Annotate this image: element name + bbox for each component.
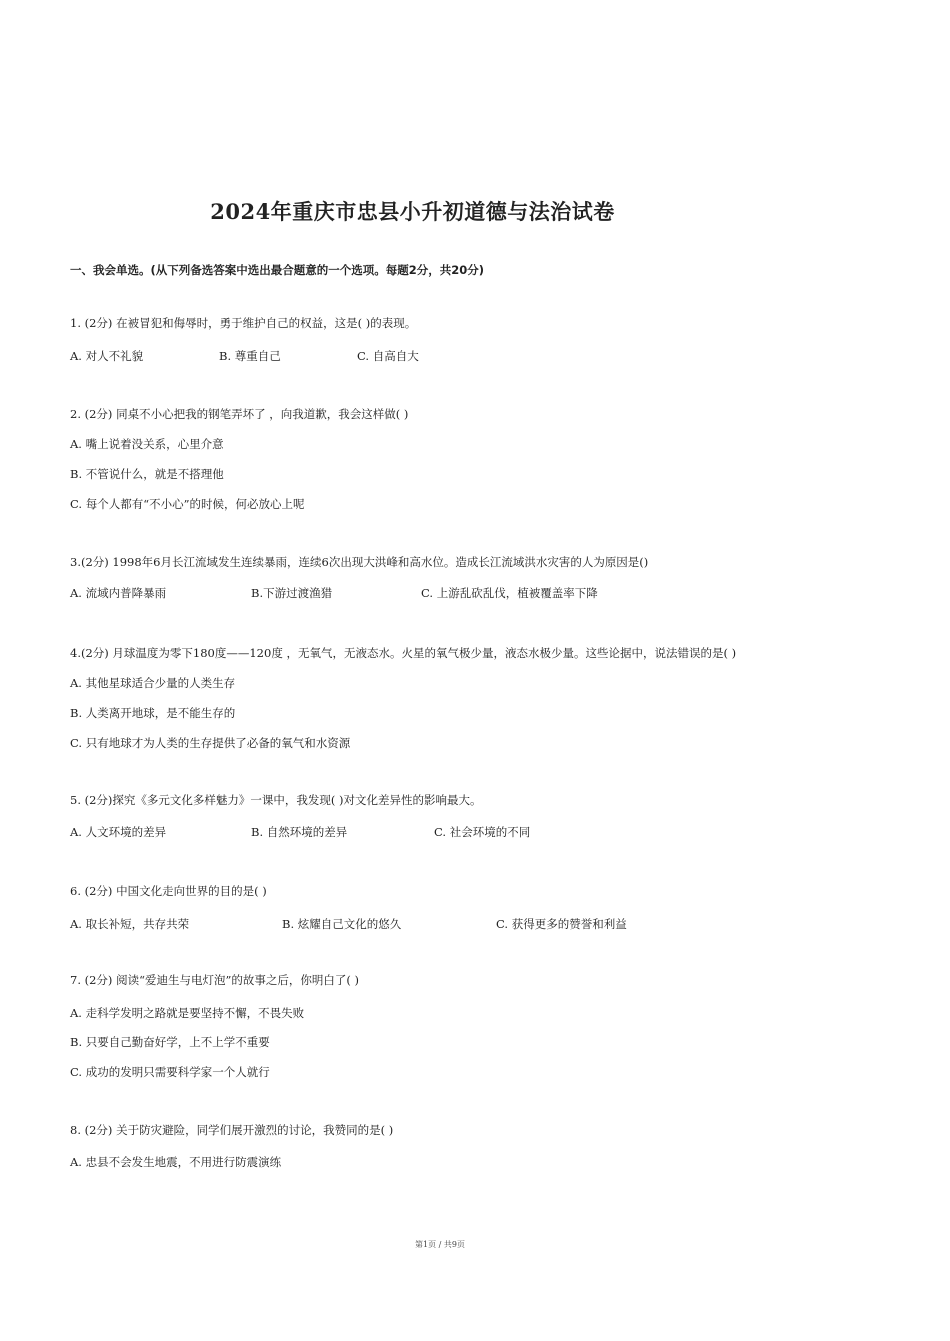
- option-c: C. 每个人都有“不小心”的时候，何必放心上呢: [70, 497, 305, 511]
- option-a: A. 流域内普降暴雨: [70, 586, 167, 600]
- option-b: B. 人类离开地球，是不能生存的: [70, 706, 236, 720]
- question-stem: 4.(2分) 月球温度为零下180度——120度 ，无氧气，无液态水。火星的氧气极少量，液态水极少量。这些论据中，说法错误的是( ): [70, 646, 737, 660]
- page-number: 第1页 / 共9页: [415, 1240, 465, 1249]
- option-a: A. 忠县不会发生地震，不用进行防震演练: [70, 1155, 282, 1169]
- option-c: C. 成功的发明只需要科学家一个人就行: [70, 1065, 270, 1079]
- option-a: A. 对人不礼貌: [70, 349, 144, 363]
- question-stem: 2. (2分) 同桌不小心把我的钢笔弄坏了 ，向我道歉，我会这样做( ): [70, 407, 409, 421]
- question-stem: 5. (2分)探究《多元文化多样魅力》一课中，我发现( )对文化差异性的影响最大。: [70, 793, 482, 807]
- question-stem: 8. (2分) 关于防灾避险，同学们展开激烈的讨论，我赞同的是( ): [70, 1123, 394, 1137]
- option-b: B. 炫耀自己文化的悠久: [282, 917, 402, 931]
- option-a: A. 取长补短，共存共荣: [70, 917, 190, 931]
- question-stem: 1. (2分) 在被冒犯和侮辱时，勇于维护自己的权益，这是( )的表现。: [70, 316, 417, 330]
- option-b: B. 自然环境的差异: [251, 825, 348, 839]
- question-stem: 7. (2分) 阅读“爱迪生与电灯泡”的故事之后，你明白了( ): [70, 973, 359, 987]
- option-c: C. 获得更多的赞誉和利益: [496, 917, 627, 931]
- option-c: C. 上游乱砍乱伐，植被覆盖率下降: [421, 586, 598, 600]
- option-a: A. 其他星球适合少量的人类生存: [70, 676, 236, 690]
- option-c: C. 只有地球才为人类的生存提供了必备的氧气和水资源: [70, 736, 351, 750]
- option-b: B. 不管说什么，就是不搭理他: [70, 467, 224, 481]
- option-a: A. 走科学发明之路就是要坚持不懈，不畏失败: [70, 1006, 305, 1020]
- question-stem: 3.(2分) 1998年6月长江流域发生连续暴雨，连续6次出现大洪峰和高水位。造成长江流域洪水灾害的人为原因是(): [70, 555, 649, 569]
- option-c: C. 社会环境的不同: [434, 825, 531, 839]
- question-stem: 6. (2分) 中国文化走向世界的目的是( ): [70, 884, 267, 898]
- page-title: 2024年重庆市忠县小升初道德与法治试卷: [210, 199, 615, 224]
- option-a: A. 嘴上说着没关系，心里介意: [70, 437, 224, 451]
- option-c: C. 自高自大: [357, 349, 419, 363]
- section-heading: 一、我会单选。(从下列备选答案中选出最合题意的一个选项。每题2分，共20分): [70, 263, 485, 277]
- option-b: B. 尊重自己: [219, 349, 281, 363]
- option-a: A. 人文环境的差异: [70, 825, 167, 839]
- option-b: B.下游过渡渔猎: [251, 586, 333, 600]
- option-b: B. 只要自己勤奋好学，上不上学不重要: [70, 1035, 270, 1049]
